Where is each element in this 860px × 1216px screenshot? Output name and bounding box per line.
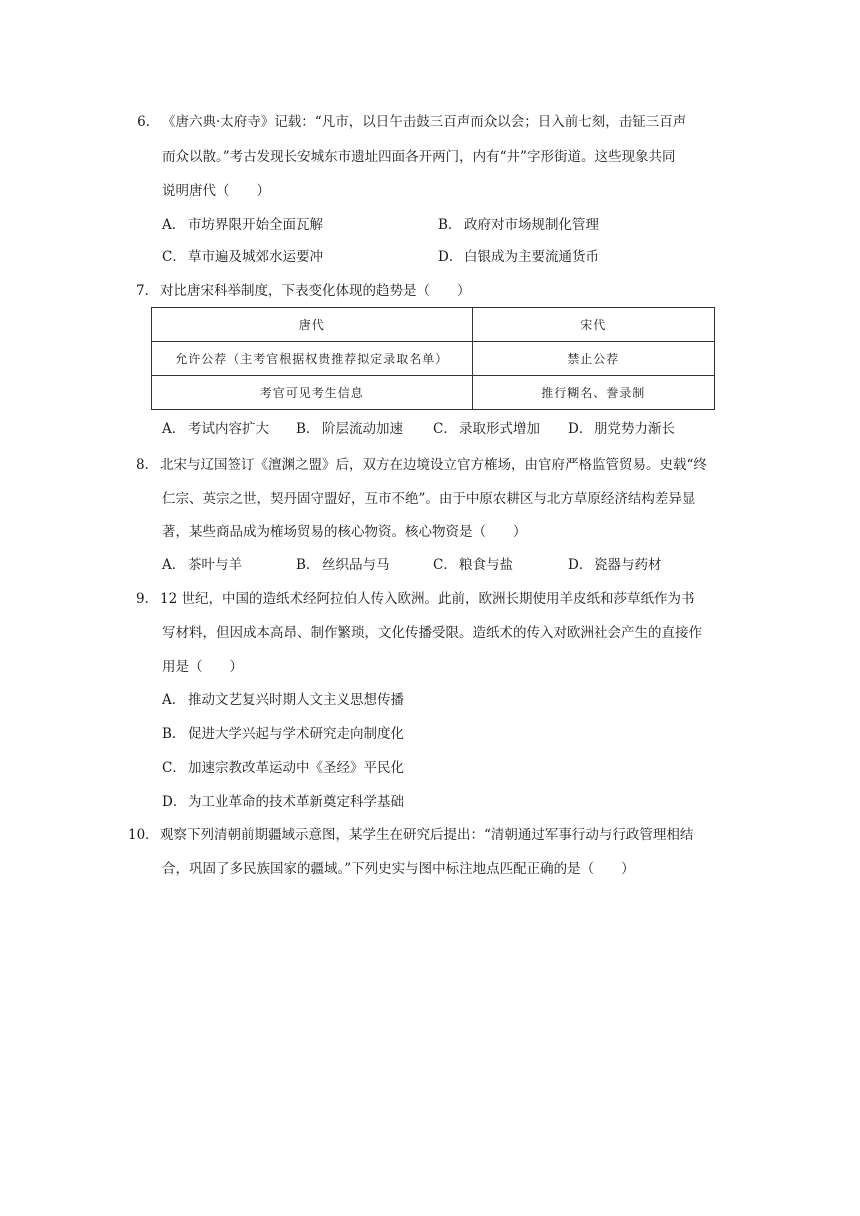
question-text-line: 而众以散。”考古发现长安城东市遗址四面各开两门，内有“井”字形街道。这些现象共同 [162, 149, 676, 165]
option-c[interactable] [162, 248, 323, 266]
option-b[interactable] [438, 216, 599, 234]
question-number: 6. [137, 114, 150, 130]
table-header-cell: 宋代 [472, 308, 714, 342]
comparison-table [151, 307, 715, 410]
option-text: 阶层流动加速 [322, 421, 403, 437]
option-b[interactable] [296, 420, 403, 438]
option-text: 推动文艺复兴时期人文主义思想传播 [188, 692, 404, 708]
option-letter: A． [162, 217, 186, 233]
question-text-line: 北宋与辽国签订《澶渊之盟》后，双方在边境设立官方榷场，由官府严格监管贸易。史载“终 [160, 457, 707, 473]
option-a[interactable] [162, 556, 242, 574]
option-c[interactable] [162, 759, 404, 777]
option-d[interactable] [438, 248, 599, 266]
option-letter: C． [433, 557, 457, 573]
question-number: 9． [136, 591, 159, 607]
table-row [152, 376, 715, 410]
option-letter: B． [296, 421, 320, 437]
option-letter: C． [162, 249, 186, 265]
table-cell: 禁止公荐 [472, 342, 714, 376]
option-text: 市坊界限开始全面瓦解 [188, 217, 323, 233]
option-letter: D． [162, 794, 187, 810]
question-text-line: 对比唐宋科举制度，下表变化体现的趋势是（ ） [160, 283, 471, 299]
option-letter: D． [568, 557, 593, 573]
question-text-line: 12 世纪，中国的造纸术经阿拉伯人传入欧洲。此前，欧洲长期使用羊皮纸和莎草纸作为书 [160, 591, 695, 607]
option-text: 草市遍及城郊水运要冲 [188, 249, 323, 265]
question-text-line: 用是（ ） [162, 659, 243, 675]
option-d[interactable] [568, 556, 662, 574]
option-text: 录取形式增加 [459, 421, 540, 437]
question-number: 7． [136, 283, 159, 299]
option-c[interactable] [433, 556, 513, 574]
option-text: 粮食与盐 [459, 557, 513, 573]
question-number: 8． [136, 457, 159, 473]
option-a[interactable] [162, 216, 323, 234]
option-letter: A． [162, 557, 186, 573]
table-row [152, 342, 715, 376]
option-text: 政府对市场规制化管理 [464, 217, 599, 233]
table-cell: 推行糊名、誊录制 [472, 376, 714, 410]
option-letter: B． [296, 557, 320, 573]
option-letter: B． [162, 726, 186, 742]
option-letter: A． [162, 692, 186, 708]
table-cell: 考官可见考生信息 [152, 376, 473, 410]
option-letter: D． [438, 249, 463, 265]
option-b[interactable] [162, 725, 404, 743]
option-a[interactable] [162, 420, 269, 438]
option-text: 白银成为主要流通货币 [464, 249, 599, 265]
table-header-row [152, 308, 715, 342]
option-letter: D． [568, 421, 593, 437]
option-letter: C． [433, 421, 457, 437]
option-text: 丝织品与马 [322, 557, 390, 573]
question-number: 10． [128, 827, 159, 843]
option-text: 茶叶与羊 [188, 557, 242, 573]
option-c[interactable] [433, 420, 540, 438]
question-text-line: 观察下列清朝前期疆域示意图，某学生在研究后提出：“清朝通过军事行动与行政管理相结 [160, 827, 694, 843]
question-text-line: 说明唐代（ ） [162, 183, 270, 199]
option-text: 促进大学兴起与学术研究走向制度化 [188, 726, 404, 742]
question-text-line: 合，巩固了多民族国家的疆域。”下列史实与图中标注地点匹配正确的是（ ） [162, 861, 635, 877]
option-b[interactable] [296, 556, 390, 574]
option-text: 加速宗教改革运动中《圣经》平民化 [188, 760, 404, 776]
question-text-line: 写材料，但因成本高昂、制作繁琐，文化传播受限。造纸术的传入对欧洲社会产生的直接作 [162, 625, 702, 641]
table-cell: 允许公荐（主考官根据权贵推荐拟定录取名单） [152, 342, 473, 376]
option-a[interactable] [162, 691, 404, 709]
question-text-line: 《唐六典·太府寺》记载：“凡市，以日午击鼓三百声而众以会；日入前七刻，击钲三百声 [162, 114, 687, 130]
option-d[interactable] [162, 793, 404, 811]
question-text-line: 著，某些商品成为榷场贸易的核心物资。核心物资是（ ） [162, 524, 527, 540]
option-letter: B． [438, 217, 462, 233]
option-letter: C． [162, 760, 186, 776]
table-header-cell: 唐代 [152, 308, 473, 342]
option-text: 考试内容扩大 [188, 421, 269, 437]
option-text: 瓷器与药材 [594, 557, 662, 573]
option-text: 为工业革命的技术革新奠定科学基础 [188, 794, 404, 810]
option-letter: A． [162, 421, 186, 437]
option-d[interactable] [568, 420, 675, 438]
question-text-line: 仁宗、英宗之世，契丹固守盟好，互市不绝”。由于中原农耕区与北方草原经济结构差异显 [162, 491, 696, 507]
option-text: 朋党势力渐长 [594, 421, 675, 437]
